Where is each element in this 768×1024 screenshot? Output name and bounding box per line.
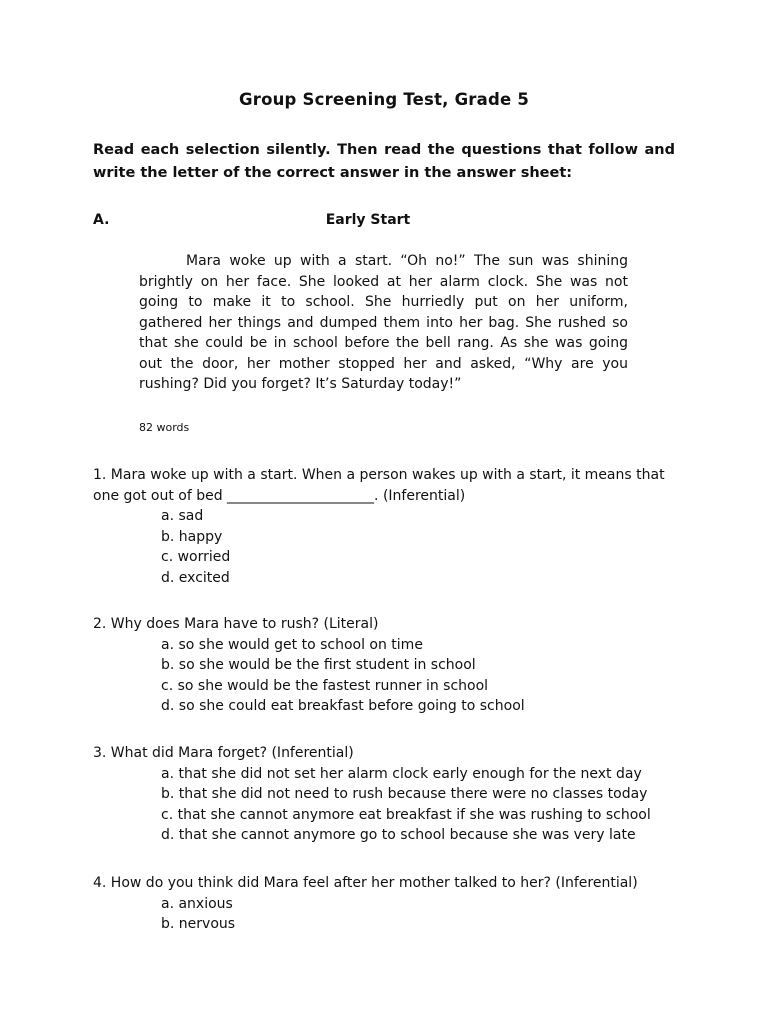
question-4	[93, 873, 683, 935]
question-stem: 4. How do you think did Mara feel after her mother talked to her? (Inferential)	[93, 875, 638, 891]
instructions: Read each selection silently. Then read the questions that follow and write the letter of the correct answer in the answer sheet:	[93, 142, 675, 181]
answer-option: b. happy	[161, 528, 223, 545]
answer-option: b. that she did not need to rush because there were no classes today	[161, 786, 648, 802]
answer-option: c. worried	[161, 549, 231, 565]
section-letter: A.	[93, 212, 110, 228]
answer-options	[93, 506, 683, 588]
page-title: Group Screening Test, Grade 5	[238, 90, 530, 109]
section-title: Early Start	[325, 212, 411, 228]
answer-option: a. so she would get to school on time	[161, 636, 423, 653]
question-3	[93, 743, 683, 846]
word-count: 82 words	[139, 421, 190, 434]
reading-passage: Mara woke up with a start. “Oh no!” The sun was shining brightly on her face. She looked at her alarm clock. She was not going to make it to school. She hurriedly put on her uniform, gathered her things and dumped them into her bag. She rushed so that she could be in school before the bell rang. As she was going out the door, her mother stopped her and asked, “Why are you rushing? Did you forget? It’s Saturday today!”	[139, 253, 628, 392]
answer-option: b. so she would be the first student in school	[161, 657, 476, 673]
answer-option: a. sad	[161, 508, 204, 524]
answer-option: c. so she would be the fastest runner in school	[161, 677, 489, 694]
answer-option: d. that she cannot anymore go to school because she was very late	[161, 827, 636, 843]
answer-option: c. that she cannot anymore eat breakfast if she was rushing to school	[161, 806, 651, 823]
answer-option: b. nervous	[161, 916, 236, 932]
answer-option: a. that she did not set her alarm clock early enough for the next day	[161, 765, 642, 782]
answer-options	[93, 764, 683, 846]
answer-option: d. so she could eat breakfast before going to school	[161, 698, 525, 714]
question-1	[93, 465, 683, 588]
question-stem: 3. What did Mara forget? (Inferential)	[93, 745, 354, 761]
answer-option: d. excited	[161, 569, 230, 586]
question-2	[93, 614, 683, 717]
answer-option: a. anxious	[161, 895, 233, 912]
answer-options	[93, 894, 683, 935]
answer-options	[93, 635, 683, 717]
question-stem: 1. Mara woke up with a start. When a person wakes up with a start, it means that one got out of bed _____________________. (Inferential)	[93, 467, 665, 504]
question-stem: 2. Why does Mara have to rush? (Literal)	[93, 616, 379, 632]
